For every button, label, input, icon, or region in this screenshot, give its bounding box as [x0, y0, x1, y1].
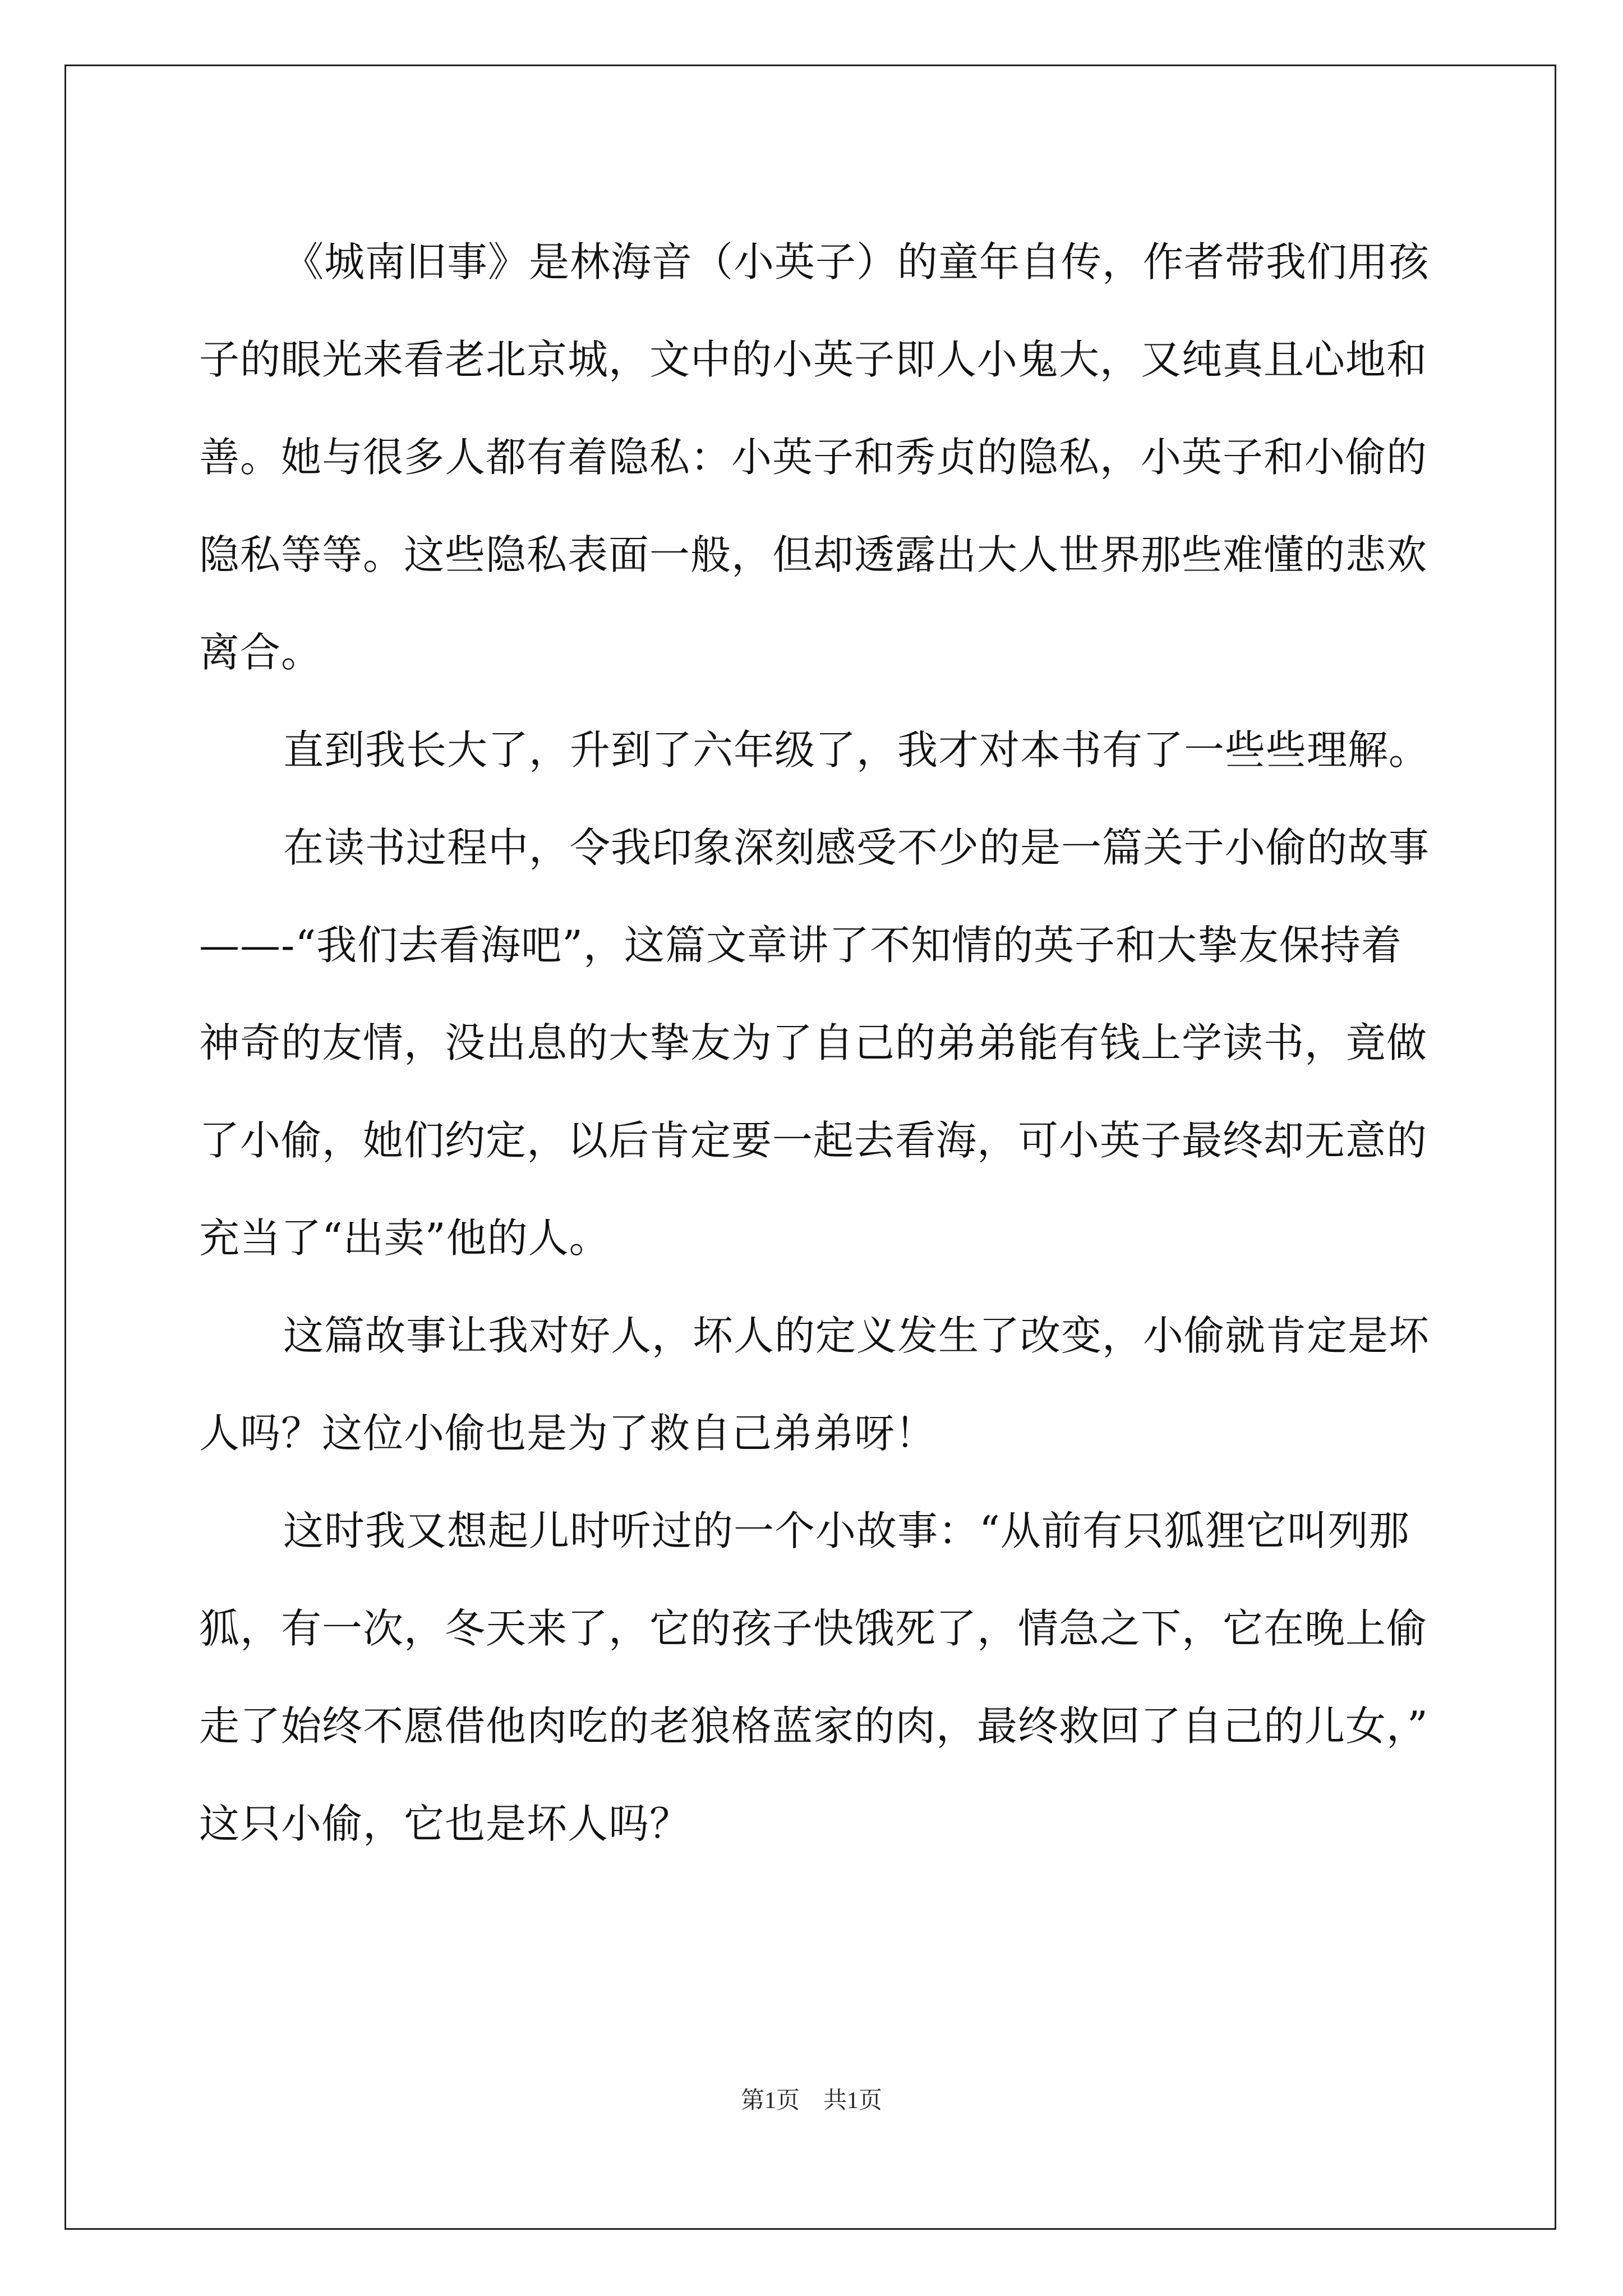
text-line: 走了始终不愿借他肉吃的老狼格蓝家的肉，最终救回了自己的儿女，”	[199, 1703, 1428, 1750]
text-line: 直到我长大了，升到了六年级了，我才对本书有了一些些理解。	[283, 726, 1430, 774]
text-line: 了小偷，她们约定，以后肯定要一起去看海，可小英子最终却无意的	[199, 1117, 1428, 1164]
text-line: 这只小偷，它也是坏人吗？	[199, 1800, 691, 1847]
text-line: 在读书过程中，令我印象深刻感受不少的是一篇关于小偷的故事	[283, 824, 1430, 871]
text-line: 神奇的友情，没出息的大挚友为了自己的弟弟能有钱上学读书，竟做	[199, 1019, 1428, 1066]
text-line: 狐，有一次，冬天来了，它的孩子快饿死了，情急之下，它在晚上偷	[199, 1605, 1428, 1652]
text-line: ——-“我们去看海吧”，这篇文章讲了不知情的英子和大挚友保持着	[199, 922, 1402, 969]
document-body	[199, 213, 1433, 1872]
text-line: 子的眼光来看老北京城，文中的小英子即人小鬼大，又纯真且心地和	[199, 336, 1428, 383]
text-line: 善。她与很多人都有着隐私：小英子和秀贞的隐私，小英子和小偷的	[199, 434, 1428, 481]
text-line: 隐私等等。这些隐私表面一般，但却透露出大人世界那些难懂的悲欢	[199, 531, 1428, 578]
text-line: 人吗？这位小偷也是为了救自己弟弟呀！	[199, 1410, 937, 1457]
text-line: 这时我又想起儿时听过的一个小故事：“从前有只狐狸它叫列那	[283, 1507, 1410, 1554]
text-line: 充当了“出卖”他的人。	[199, 1214, 610, 1262]
text-line: 这篇故事让我对好人，坏人的定义发生了改变，小偷就肯定是坏	[283, 1312, 1430, 1359]
page-footer: 第1页 共1页	[740, 2088, 882, 2114]
text-line: 离合。	[199, 629, 322, 676]
text-line: 《城南旧事》是林海音（小英子）的童年自传，作者带我们用孩	[283, 238, 1430, 286]
